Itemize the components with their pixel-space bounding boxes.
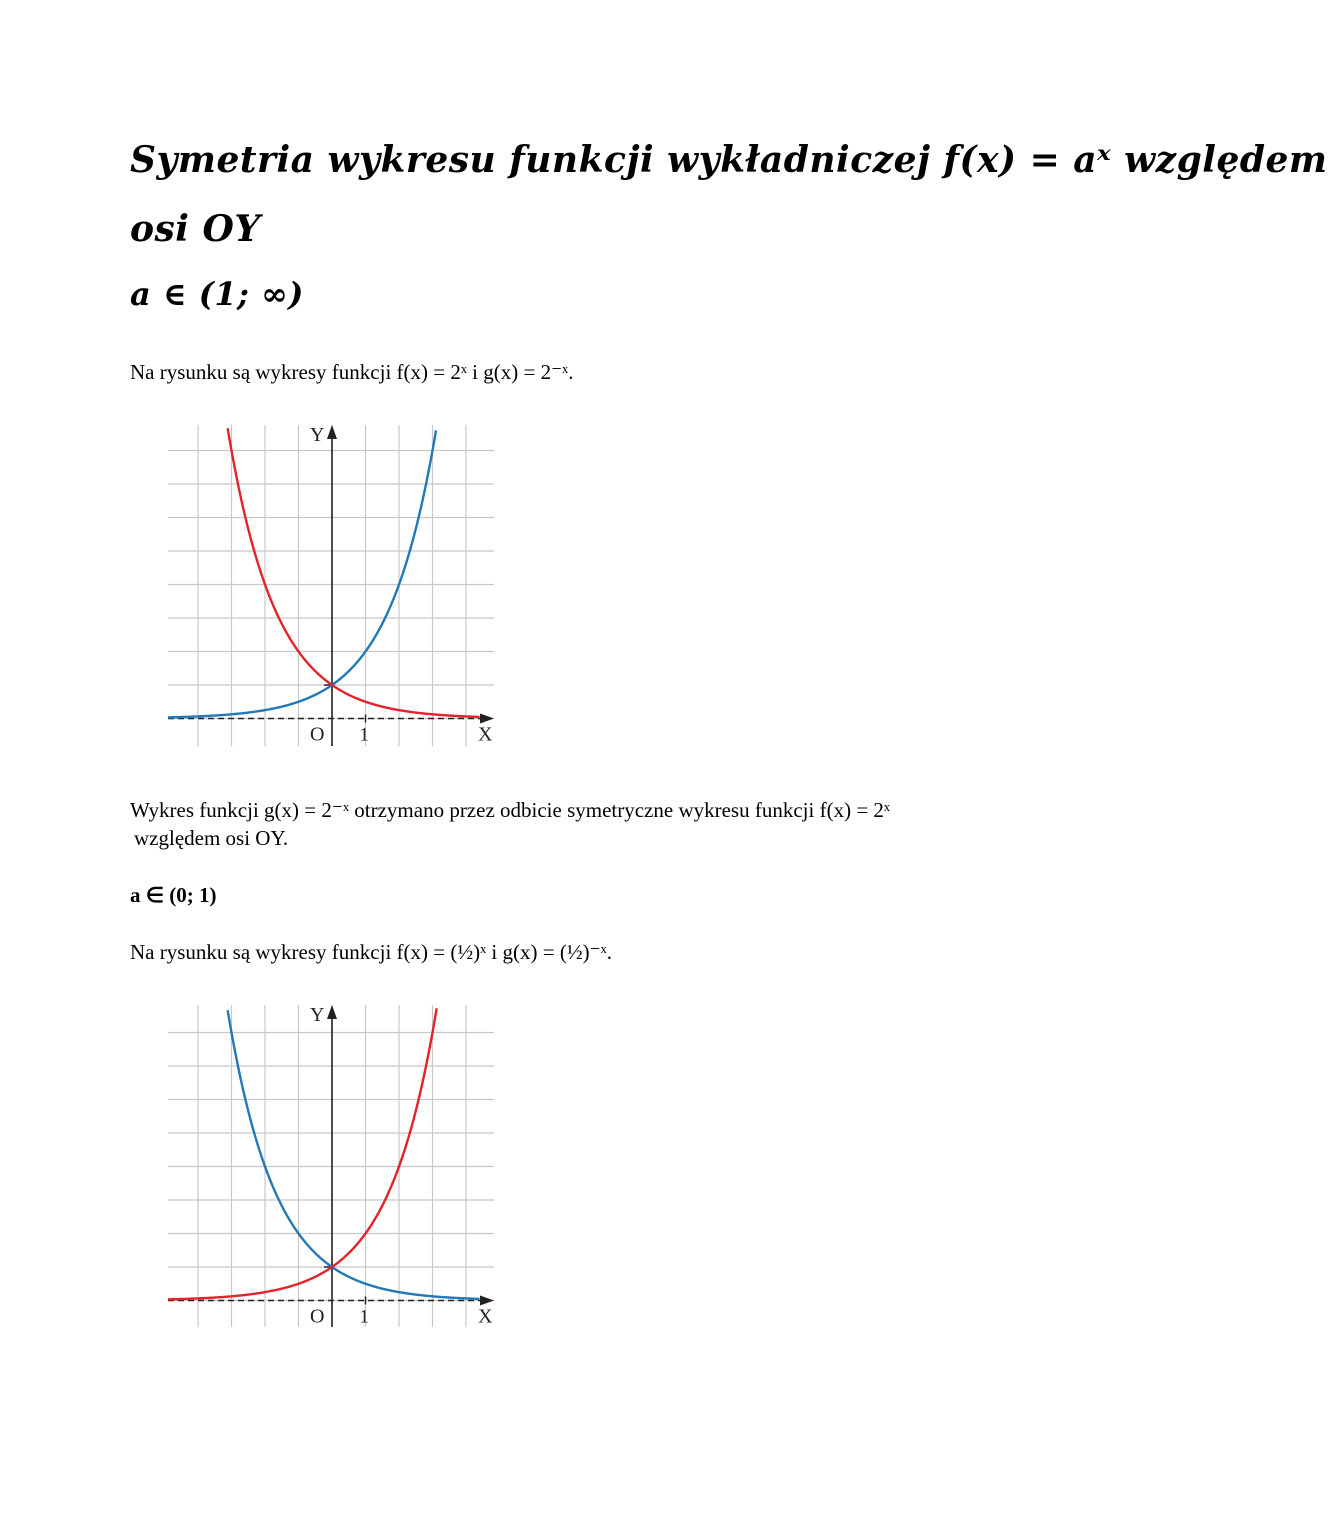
origin-label: O bbox=[310, 1305, 325, 1328]
x-axis-arrow-icon bbox=[480, 1296, 494, 1306]
y-axis-arrow-icon bbox=[327, 1005, 337, 1019]
range-heading-1: a ∈ (1; ∞) bbox=[130, 275, 304, 313]
page-title-continuation: osi OY bbox=[130, 208, 261, 250]
range-heading-2: a ∈ (0; 1) bbox=[130, 883, 217, 907]
curve-g bbox=[168, 1008, 437, 1299]
x-tick-label: 1 bbox=[359, 724, 369, 746]
y-axis-label: Y bbox=[310, 424, 325, 446]
x-axis-label: X bbox=[478, 723, 493, 746]
section1-conclusion-line2: względem osi OY. bbox=[134, 826, 289, 850]
x-tick-label: 1 bbox=[359, 1306, 369, 1328]
section1-intro: Na rysunku są wykresy funkcji f(x) = 2ˣ i g(x) = 2⁻ˣ. bbox=[130, 360, 574, 384]
section1-conclusion-line1: Wykres funkcji g(x) = 2⁻ˣ otrzymano przez odbicie symetryczne wykresu funkcji f(x) = 2ˣ bbox=[130, 798, 890, 822]
page-title: Symetria wykresu funkcji wykładniczej f(x) = aˣ względem bbox=[130, 139, 1328, 181]
x-axis-label: X bbox=[478, 1305, 493, 1328]
section2-intro: Na rysunku są wykresy funkcji f(x) = (½)ˣ i g(x) = (½)⁻ˣ. bbox=[130, 940, 612, 964]
y-axis-label: Y bbox=[310, 1004, 325, 1026]
origin-label: O bbox=[310, 723, 325, 746]
